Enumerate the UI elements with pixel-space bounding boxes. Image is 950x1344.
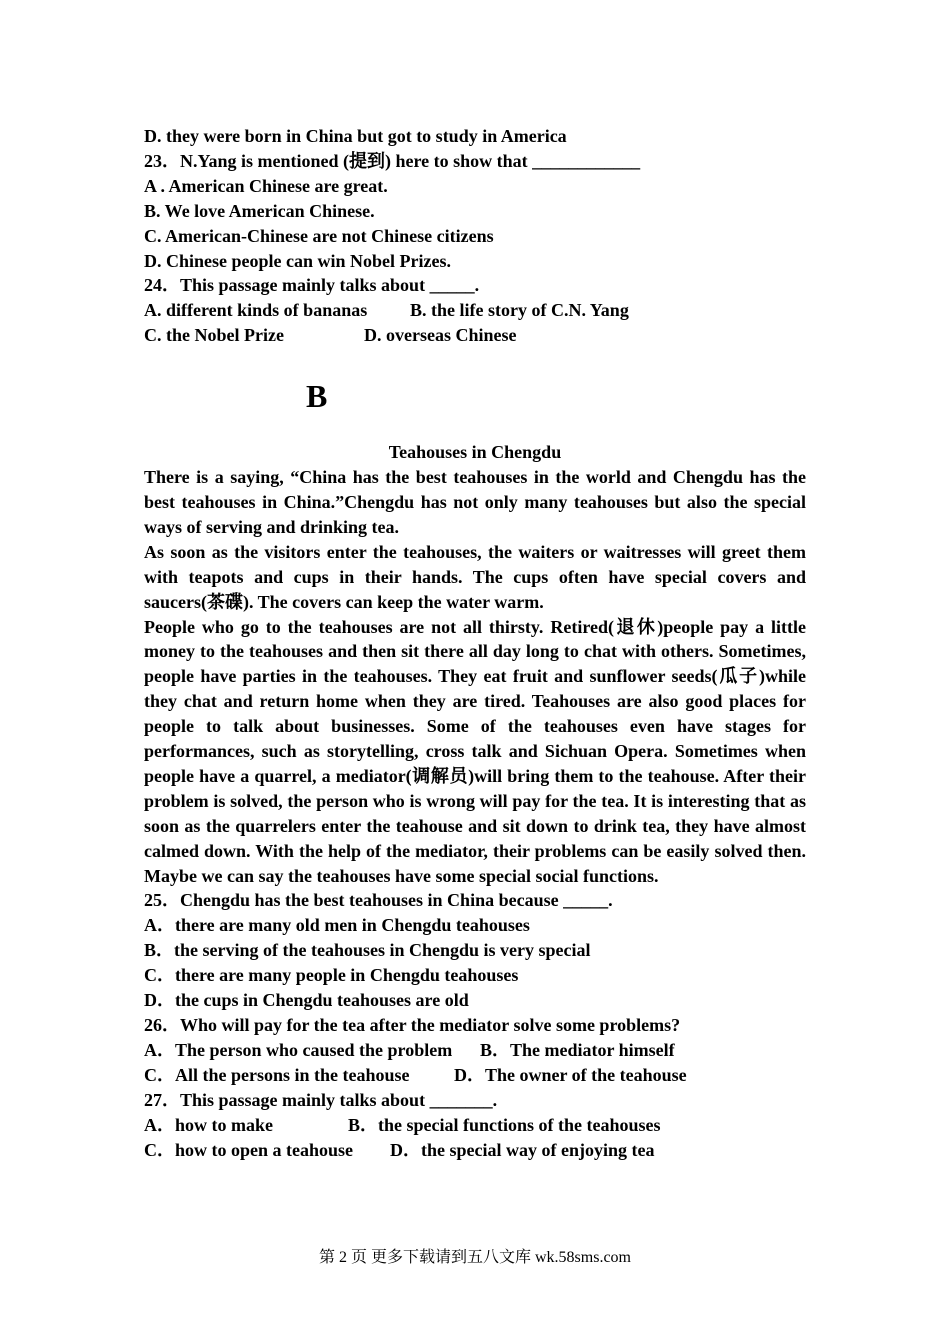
q24-options-row-1 [144,298,806,323]
q24-option-c: C. the Nobel Prize [144,325,284,346]
q27-option-d: D．the special way of enjoying tea [390,1139,655,1160]
q27-option-b: B．the special functions of the teahouses [348,1114,661,1135]
q27-stem: 27．This passage mainly talks about _______. [144,1089,498,1110]
passage-paragraph-1: There is a saying, “China has the best teahouses in the world and Chengdu has the best teahouses in China.”Chengdu has not only many teahouses but also the special ways of serving and drinking tea. [144,467,806,537]
q25-option-a: A．there are many old men in Chengdu teahouses [144,915,530,936]
page-footer: 第 2 页 更多下载请到五八文库 wk.58sms.com [318,1249,631,1266]
passage-title: Teahouses in Chengdu [388,442,562,463]
q24-option-b: B. the life story of C.N. Yang [410,300,629,321]
q23-option-c: C. American-Chinese are not Chinese citizens [144,225,494,246]
passage-paragraph-2: As soon as the visitors enter the teahouses, the waiters or waitresses will greet them with teapots and cups in their hands. The cups often have special covers and saucers(茶碟). The covers can keep the water warm. [144,541,806,612]
section-b-letter: B [306,378,328,415]
q25-option-b: B．the serving of the teahouses in Chengdu is very special [144,940,591,961]
q26-option-b: B．The mediator himself [480,1039,675,1060]
q23-option-d: D. Chinese people can win Nobel Prizes. [144,250,451,271]
q23-option-b: B. We love American Chinese. [144,200,375,221]
q24-stem: 24．This passage mainly talks about _____. [144,275,480,296]
q25-option-d: D．the cups in Chengdu teahouses are old [144,990,469,1011]
q26-option-c: C．All the persons in the teahouse [144,1064,410,1085]
q26-option-d: D．The owner of the teahouse [454,1064,687,1085]
q24-option-d: D. overseas Chinese [364,325,517,346]
q27-options-row-2 [144,1138,806,1163]
passage-paragraph-3: People who go to the teahouses are not all thirsty. Retired(退休)people pay a little money to the teahouses and then sit there all day long to chat with others. Sometimes, people have parties in the teahouses. They eat fruit and sunflower seeds(瓜子)while they chat and return home when they are tired. Teahouses are also good places for people to talk about businesses. Some of the teahouses even have stages for performances, such as storytelling, cross talk and Sichuan Opera. Sometimes when people have a quarrel, a mediator(调解员)will bring them to the teahouse. After their problem is solved, the person who is wrong will pay for the tea. It is interesting that as soon as the quarrelers enter the teahouse and sit down to drink tea, they have almost calmed down. With the help of the mediator, their problems can be easily solved then. Maybe we can say the teahouses have some special social functions. [144,616,806,886]
q24-options-row-2 [144,323,806,348]
q25-option-c: C．there are many people in Chengdu teahouses [144,965,519,986]
q23-stem: 23．N.Yang is mentioned (提到) here to show that ____________ [144,150,641,171]
q27-option-a: A．how to make [144,1114,273,1135]
q24-option-a: A. different kinds of bananas [144,300,368,321]
q27-option-c: C．how to open a teahouse [144,1139,354,1160]
q23-option-a: A . American Chinese are great. [144,175,388,196]
q26-options-row-2 [144,1063,806,1088]
q25-stem: 25．Chengdu has the best teahouses in China because _____. [144,890,613,911]
page-content [144,124,806,1162]
q26-option-a: A．The person who caused the problem [144,1039,453,1060]
q26-options-row-1 [144,1038,806,1063]
q26-stem: 26．Who will pay for the tea after the mediator solve some problems? [144,1015,681,1035]
q22-option-d: D. they were born in China but got to study in America [144,126,567,146]
q27-options-row-1 [144,1113,806,1138]
